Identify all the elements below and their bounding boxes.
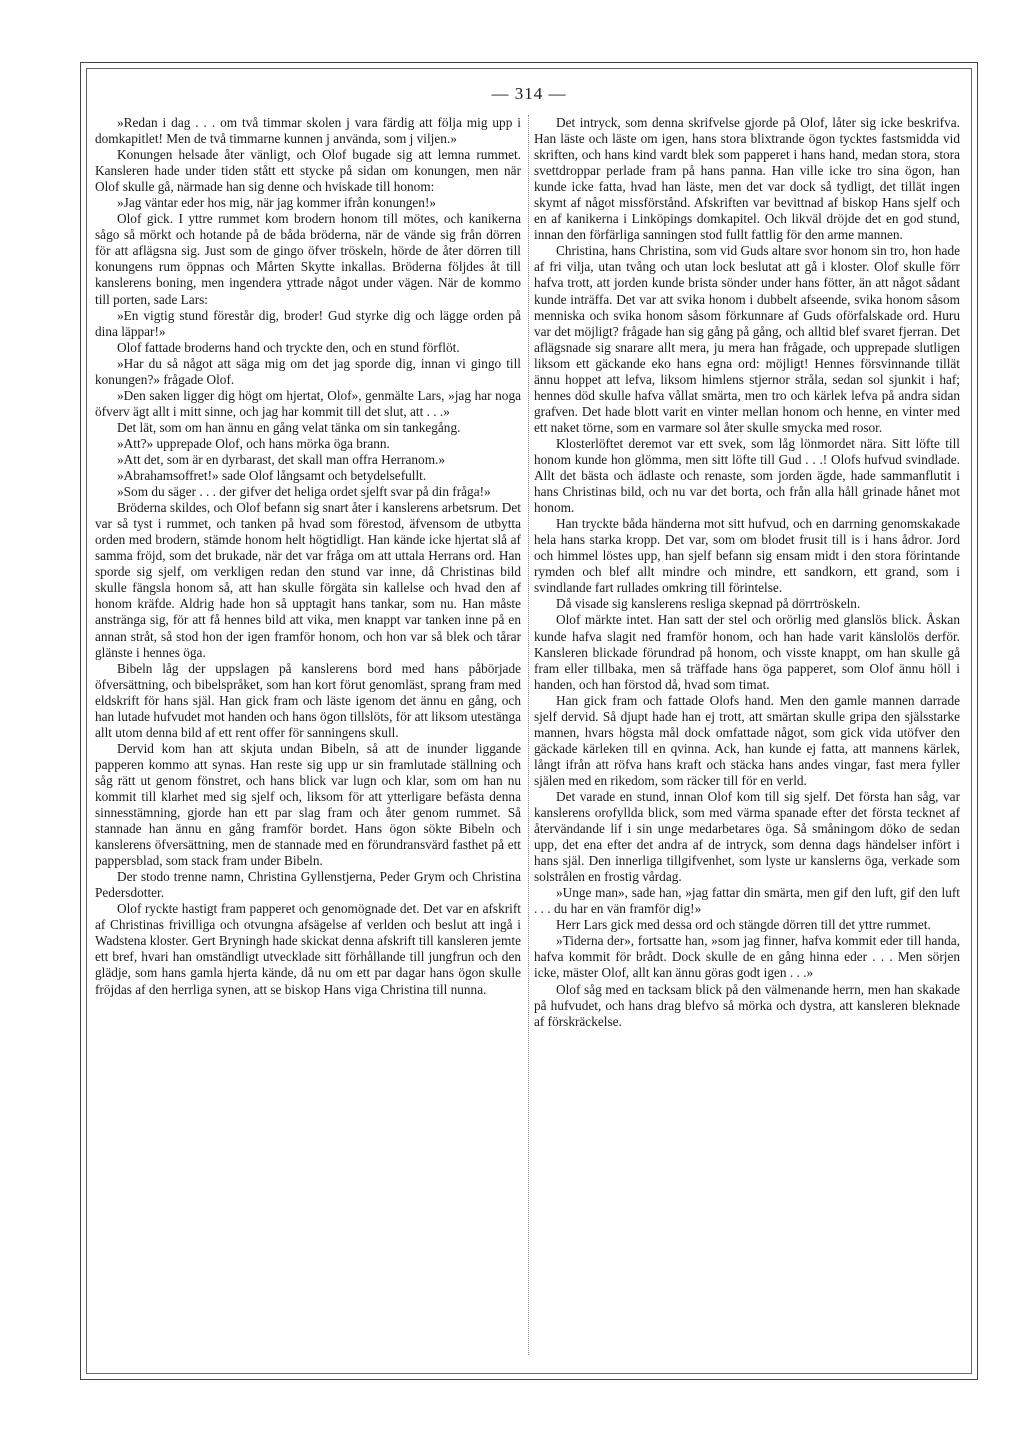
paragraph: Olof såg med en tacksam blick på den välmenande herrn, men han skakade på hufvudet, och hans drag blefvo så mörka och dystra, att kansleren bleknade af förskräckelse. bbox=[534, 981, 960, 1029]
paragraph: Olof märkte intet. Han satt der stel och orörlig med glanslös blick. Åskan kunde hafva slagit ned framför honom, och han hade varit känslolös derför. Kansleren blickade förundrad på honom, och visste knappt, om han skulle gå fram eller tillbaka, men så träffade hans öga papperet, som Olof ännu höll i handen, och han förstod då, hvad som timat. bbox=[534, 612, 960, 692]
paragraph: Då visade sig kanslerens resliga skepnad på dörrtröskeln. bbox=[556, 596, 861, 612]
paragraph: Det intryck, som denna skrifvelse gjorde på Olof, låter sig icke beskrifva. Han läste och läste om igen, hans stora blixtrande ögon tycktes fastsmidda vid skriften, och hans kind vardt blek som papperet i hans hand, medan stora, stora svettdroppar perlade fram på hans panna. Han ville icke tro sina ögon, han kunde icke fatta, hvad han läste, men det var dock så tydligt, det tillät ingen skymt af något missförstånd. Afskriften var bevittnad af biskop Hans sjelf och en af kanikerna i Linköpings domkapitel. Och likväl dröjde det en god stund, innan den förfärliga sanningen stod fullt fattlig för den arme mannen. bbox=[534, 115, 960, 243]
paragraph: Bröderna skildes, och Olof befann sig snart åter i kanslerens arbetsrum. Det var så tyst i rummet, och tanken på hvad som förestod, äfvensom de utbytta orden med brodern, stämde honom helt högtidligt. Han kände icke hjertat slå af samma fröjd, som det brukade, när det var fråga om att uttala Herrans ord. Han sporde sig sjelf, om verkligen redan den stund var inne, då Christinas bild skulle fängsla honom så, att han skulle förgäta sin kallelse och hvad den af honom kräfde. Aldrig hade hon så upptagit hans tankar, som nu. Han måste anstränga sig, för att få hennes bild att vika, men knappt var tanken inne på en annan stråt, så stod hon der igen framför honom, och hon var så blek och tårar glänste i hennes öga. bbox=[95, 500, 521, 660]
paragraph: Klosterlöftet deremot var ett svek, som låg lönmordet nära. Sitt löfte till honom kunde hon glömma, men sitt löfte till Gud . . .! Olofs hufvud svindlade. Allt det bästa och ädlaste och renaste, som jorden ägde, hade sammanflutit i hans Christinas bild, och nu var det borta, och från alla håll grinade hånet mot honom. bbox=[534, 435, 960, 516]
paragraph: Der stodo trenne namn, Christina Gyllenstjerna, Peder Grym och Christina Pedersdotter. bbox=[95, 869, 521, 901]
paragraph: Han gick fram och fattade Olofs hand. Men den gamle mannen darrade sjelf dervid. Så djupt hade han ej trott, att smärtan skulle gripa den själsstarke mannen, hvars högsta mål dock omfattade något, som gick vida utöfver den gäckade kärleken till en qvinna. Ack, han kunde ej fatta, att mannens kärlek, långt ifrån att röfva hans kraft och stäcka hans andes vingar, fast mera fyller själen med en rikedom, som räcker till för en verld. bbox=[534, 692, 960, 788]
paragraph: Dervid kom han att skjuta undan Bibeln, så att de inunder liggande papperen kommo att synas. Han reste sig upp ur sin framlutade ställning och såg rätt ut genom fönstret, och hans blick var lugn och klar, som om han nu kommit till klarhet med sig sjelf och, liksom för att ytterligare befästa denna sinnesstämning, gjorde han ett par slag fram och åter genom rummet. Så stannade han ännu en gång framför bordet. Hans ögon sökte Bibeln och kanslerens öfversättning, men de stannade med en förundransvärd fasthet på ett pappersblad, som stack fram under Bibeln. bbox=[95, 740, 521, 869]
paragraph: »Den saken ligger dig högt om hjertat, Olof», genmälte Lars, »jag har noga öfverv ägt allt i mitt sinne, och jag har kommit till det slut, att . . .» bbox=[95, 387, 521, 419]
paragraph: »Unge man», sade han, »jag fattar din smärta, men gif den luft, gif den luft . . . du har en vän framför dig!» bbox=[534, 885, 960, 917]
left-column bbox=[95, 115, 521, 998]
paragraph: Han tryckte båda händerna mot sitt hufvud, och en darrning genomskakade hela hans starka kropp. Det var, som om blodet frusit till is i hans ådror. Jord och himmel löstes upp, han sjelf befann sig ensam midt i den stora förintande rymden och blef allt mindre och mindre, ett sandkorn, ett grand, som i svindlande fart rullades omkring till förintelse. bbox=[534, 516, 960, 596]
page-number: — 314 — bbox=[491, 84, 567, 103]
paragraph: »Jag väntar eder hos mig, när jag kommer ifrån konungen!» bbox=[117, 195, 437, 211]
paragraph: Det varade en stund, innan Olof kom till sig sjelf. Det första han såg, var kanslerens orofyllda blick, som med värma spanade efter det första tecknet af återvändande lif i sin unge medarbetares öga. Så småningom döko de sedan upp, det ena efter det andra af de intryck, som denna dags händelser infört i hans själ. Den innerliga tillgifvenhet, som lyste ur kanslerns öga, verkade som solstrålen en frostig vårdag. bbox=[534, 788, 960, 885]
paragraph: »Att det, som är en dyrbarast, det skall man offra Herranom.» bbox=[117, 451, 446, 467]
paragraph: Olof gick. I yttre rummet kom brodern honom till mötes, och kanikerna sågo så mörkt och hotande på de båda bröderna, när de vände sig från dörren för att aflägsna sig. Just som de gingo öfver tröskeln, hörde de åter dörren till konungens rum öppnas och Mårten Skytte inkallas. Bröderna följdes åt till kanslerens boning, men ingendera yttrade något under vägen. När de kommo till porten, sade Lars: bbox=[95, 211, 521, 307]
paragraph: »En vigtig stund förestår dig, broder! Gud styrke dig och lägge orden på dina läppar!» bbox=[95, 307, 521, 339]
right-column bbox=[534, 115, 960, 1030]
paragraph: »Har du så något att säga mig om det jag sporde dig, innan vi gingo till konungen?» frågade Olof. bbox=[95, 355, 521, 387]
paragraph: Olof fattade broderns hand och tryckte den, och en stund förflöt. bbox=[117, 339, 460, 355]
paragraph: »Som du säger . . . der gifver det heliga ordet sjelft svar på din fråga!» bbox=[117, 484, 491, 500]
paragraph: »Redan i dag . . . om två timmar skolen j vara färdig att följa mig upp i domkapitlet! Men de två timmarne kunnen j använda, som j viljen.» bbox=[95, 115, 521, 147]
column-divider bbox=[528, 115, 529, 1355]
paragraph: »Abrahamsoffret!» sade Olof långsamt och betydelsefullt. bbox=[117, 468, 427, 484]
paragraph: Konungen helsade åter vänligt, och Olof bugade sig att lemna rummet. Kansleren hade under tiden stått ett stycke på sidan om konungen, men när Olof skulle gå, närmade han sig denne och hviskade till honom: bbox=[95, 147, 521, 195]
paragraph: Herr Lars gick med dessa ord och stängde dörren till det yttre rummet. bbox=[556, 917, 931, 933]
paragraph: Det lät, som om han ännu en gång velat tänka om sin tankegång. bbox=[117, 419, 461, 435]
paragraph: »Att?» upprepade Olof, och hans mörka öga brann. bbox=[117, 435, 390, 451]
paragraph: Olof ryckte hastigt fram papperet och genomögnade det. Det var en afskrift af Christinas frivilliga och otvungna afsägelse af verlden och beslut att ingå i Wadstena kloster. Gert Bryningh hade skickat denna afskrift till kansleren jemte ett bref, hvari han omständligt utvecklade sitt förhållande till jungfrun och den glädje, som hans gamla hjerta kände, då nu om ett par dagar hans ögon skulle fröjdas af den herrliga synen, att se biskop Hans viga Christina till nunna. bbox=[95, 901, 521, 997]
paragraph: Bibeln låg der uppslagen på kanslerens bord med hans påbörjade öfversättning, och bibelspråket, som han kort förut genomläst, sprang fram med eldskrift för hans själ. Han gick fram och läste igenom det ännu en gång, och han lutade hufvudet mot handen och hans ögon tillslöts, för att liksom utestänga allt utom denna bild af ett rent offer för sanningens skull. bbox=[95, 660, 521, 740]
paragraph: »Tiderna der», fortsatte han, »som jag finner, hafva kommit eder till handa, hafva kommit för brådt. Dock skulle de en gång hinna eder . . . Men sörjen icke, mäster Olof, allt kan ännu göras godt igen . . .» bbox=[534, 933, 960, 981]
paragraph: Christina, hans Christina, som vid Guds altare svor honom sin tro, hon hade af fri vilja, utan tvång och utan lock beslutat att gå i kloster. Olof skulle förr hafva trott, att jorden kunde brista sönder under hans fötter, än att något sådant kunde inträffa. Det var att svika honom i dubbelt afseende, svika honom såsom menniska och svika honom såsom förkunnare af Guds oförfalskade ord. Huru var det möjligt? frågade han sig gång på gång, och alltid blef svaret fjerran. Det aflägsnade sig snarare allt mera, ju mera han frågade, och upprepade slutligen liksom ett gäckande eko hans egna ord: möjligt! Hennes försvinnande tillät ännu hoppet att lefva, liksom himlens stjernor stråla, sedan sol sjunkit i haf; hennes död skulle hafva vållat smärta, men tro och kärlek lefva på andra sidan grafven. Det hade blott varit en vinter mellan honom och henne, en vinter med ett naket törne, som en varmare sol åter skulle smycka med rosor. bbox=[534, 243, 960, 435]
